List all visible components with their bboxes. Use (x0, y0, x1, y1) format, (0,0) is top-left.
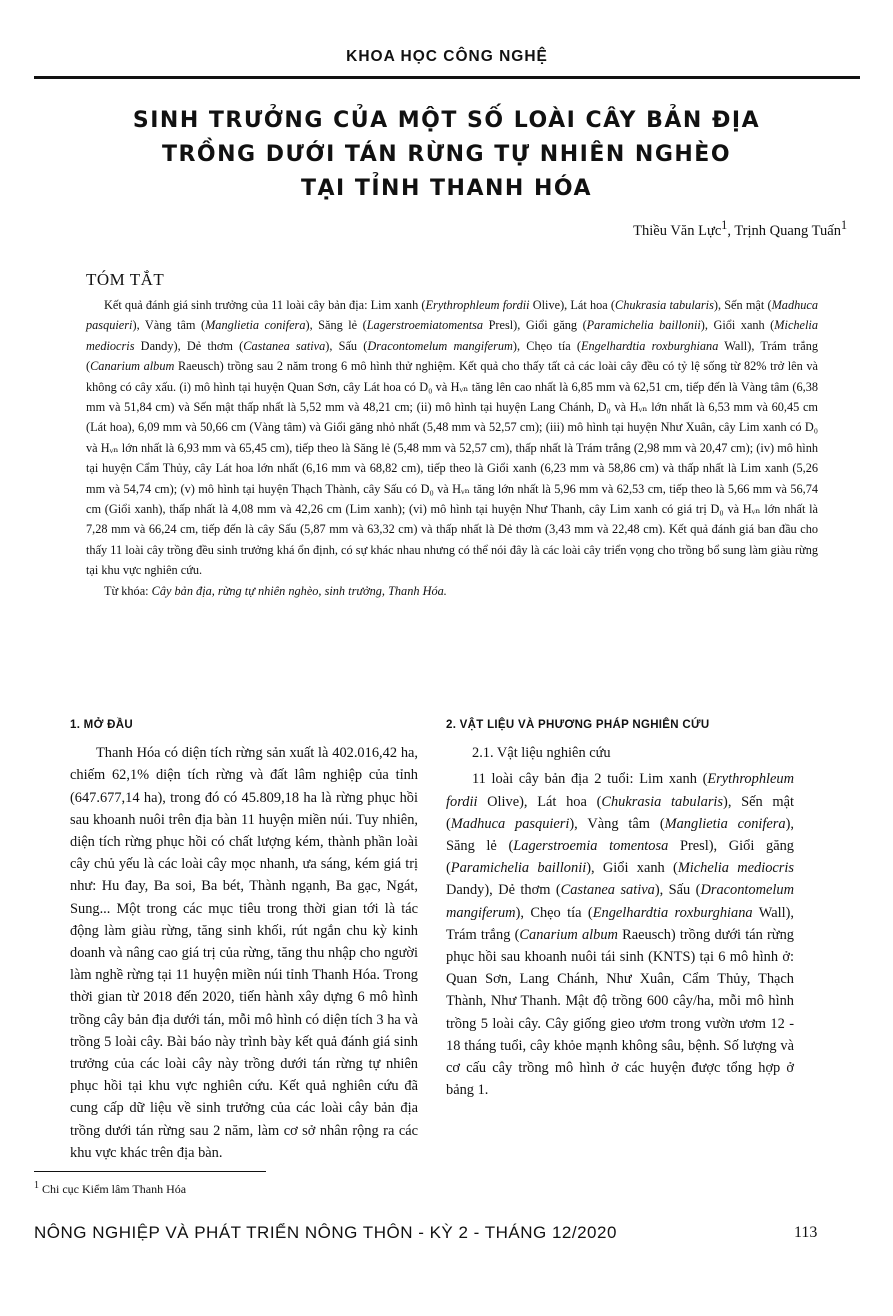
methods-text: Olive), Lát hoa ( (477, 793, 602, 810)
abstract-text: ), Vàng tâm ( (132, 318, 206, 333)
methods-paragraph (446, 768, 794, 1101)
methods-text: ), Săng lẻ ( (446, 815, 794, 855)
title-line-3: TẠI TỈNH THANH HÓA (300, 176, 593, 201)
abstract-text: Kết quả đánh giá sinh trưởng của 11 loài cây bản địa: Lim xanh ( (104, 298, 426, 312)
intro-paragraph: Thanh Hóa có diện tích rừng sản xuất là 402.016,42 ha, chiếm 62,1% diện tích rừng và đất lâm nghiệp của tỉnh (647.677,14 ha), trong đó có 45.809,18 ha là rừng phục hồi sau khoanh nuôi trên địa bàn 11 huyện miền núi. Tuy nhiên, diện tích rừng phục hồi có chất lượng kém, thành phần loài cây chủ yếu là các loài cây mọc nhanh, ưa sáng, kém giá trị như: Hu đay, Ba soi, Ba bét, Thành ngạnh, Ba gạc, Ngát, Sung... Một trong các mục tiêu trong thời gian tới là tác động làm giàu rừng, tăng sinh khối, rút ngắn chu kỳ kinh doanh và nâng cao giá trị của rừng, tăng thu nhập cho người làm nghề rừng tại 11 huyện miền núi tỉnh Thanh Hóa. Trong thời gian từ 2018 đến 2020, tiến hành xây dựng 6 mô hình trồng cây bản địa dưới tán, mỗi mô hình có diện tích 3 ha và trồng 5 loài cây. Bài báo này trình bày kết quả đánh giá sinh trưởng của các loài cây này trồng dưới tán rừng tự nhiên phục hồi tại khu vực nghiên cứu. Kết quả nghiên cứu đã cung cấp dữ liệu về sinh trưởng của các loài cây bản địa trồng dưới tán rừng sau 2 năm, làm cơ sở nhân rộng ra các khu vực khác trên địa bàn. (70, 745, 418, 1161)
methods-text: 11 loài cây bản địa 2 tuổi: Lim xanh ( (472, 771, 708, 788)
methods-text: Wall), Trám trắng ( (446, 904, 794, 943)
footnote-text: Chi cục Kiểm lâm Thanh Hóa (39, 1182, 187, 1196)
author-1: Thiều Văn Lực (633, 222, 722, 239)
methods-heading: 2. VẬT LIỆU VÀ PHƯƠNG PHÁP NGHIÊN CỨU (446, 719, 710, 731)
species-name: Madhuca pasquieri (86, 298, 819, 333)
section-label: KHOA HỌC CÔNG NGHỆ (346, 48, 548, 65)
species-name: Manglietia conifera (205, 318, 306, 333)
article-title (40, 104, 853, 206)
author-2: Trịnh Quang Tuấn (734, 222, 841, 239)
species-name: Manglietia conifera (664, 815, 786, 832)
methods-text: Dandy), Dẻ thơm ( (446, 882, 561, 899)
abstract-text: Presl), Giổi găng ( (483, 318, 587, 333)
abstract-body (86, 295, 818, 581)
keywords-text: Cây bản địa, rừng tự nhiên nghèo, sinh trưởng, Thanh Hóa. (151, 583, 447, 598)
left-column (70, 712, 418, 1164)
species-name: Engelhardtia roxburghiana (592, 904, 753, 921)
species-name: Paramichelia baillonii (450, 860, 587, 877)
species-name: Canarium album (90, 359, 175, 374)
abstract-text: ), Sấu ( (325, 338, 368, 353)
author-1-affiliation: 1 (721, 218, 728, 232)
keywords (86, 581, 818, 601)
title-line-1: SINH TRƯỞNG CỦA MỘT SỐ LOÀI CÂY BẢN ĐỊA (132, 108, 761, 133)
species-name: Canarium album (519, 926, 618, 943)
species-name: Castanea sativa (560, 882, 655, 899)
abstract (86, 295, 818, 601)
species-name: Paramichelia baillonii (586, 318, 701, 333)
abstract-text: ), Giổi xanh ( (700, 318, 775, 333)
footnote-divider (34, 1171, 266, 1172)
abstract-text: Dandy), Dẻ thơm ( (134, 338, 244, 353)
page-number: 113 (794, 1224, 818, 1241)
methods-text: ), Sấu ( (654, 882, 701, 899)
journal-footer: NÔNG NGHIỆP VÀ PHÁT TRIỂN NÔNG THÔN - KỲ 2 - THÁNG 12/2020 (34, 1223, 617, 1242)
methods-text: ), Chẹo tía ( (515, 904, 593, 921)
species-name: Michelia mediocris (677, 860, 794, 877)
methods-text: ), Vàng tâm ( (569, 815, 665, 832)
methods-text: ), Sến mật ( (446, 793, 794, 832)
abstract-text: Wall), Trám trắng ( (86, 338, 818, 374)
footnote (34, 1180, 186, 1197)
title-line-2: TRỒNG DƯỚI TÁN RỪNG TỰ NHIÊN NGHÈO (161, 142, 732, 167)
footnote-mark: 1 (34, 1180, 39, 1191)
abstract-text: Raeusch) trồng sau 2 năm trong 6 mô hình thử nghiệm. Kết quả cho thấy tất cả các loài cây đều có tỷ lệ sống từ 82% trở lên và không có cây xấu. (i) mô hình tại huyện Quan Sơn, cây Lát hoa có D₀ và Hᵥₙ tăng lên cao nhất là 6,85 mm và 62,51 cm, tiếp đến là Vàng tâm (6,38 mm và 51,84 cm) và Sến mật thấp nhất là 5,52 mm và 48,21 cm; (ii) mô hình tại huyện Lang Chánh, D₀ và Hᵥₙ lớn nhất là 6,53 mm và 60,45 cm (Lát hoa), 6,09 mm và 50,66 cm (Vàng tâm) và Giổi găng nhỏ nhất (5,48 mm và 52,57 cm); (iii) mô hình tại huyện Như Xuân, cây Lim xanh có D₀ và Hᵥₙ lớn nhất là 6,93 mm và 65,45 cm), tiếp theo là Săng lẻ (5,48 mm và 52,57 cm), thấp nhất là Trám trắng (2,98 mm và 20,47 cm); (iv) mô hình tại huyện Cẩm Thủy, cây Lát hoa lớn nhất (6,16 mm và 68,82 cm), tiếp theo là Giổi xanh (6,23 mm và 58,86 cm) và thấp nhất là Lim xanh (5,26 mm và 54,74 cm); (v) mô hình tại huyện Thạch Thành, cây Sấu có D₀ và Hᵥₙ tăng lớn nhất là 5,96 mm và 62,53 cm, tiếp theo là 5,66 mm và 56,74 cm (Giổi xanh), thấp nhất là 4,08 mm và 42,26 cm (Lim xanh); (vi) mô hình tại huyện Như Thanh, cây Lim xanh có giá trị D₀ và Hᵥₙ lớn nhất là 7,28 mm và 66,24 cm, tiếp đến là cây Sấu (5,87 mm và 63,32 cm) và thấp nhất là Dẻ thơm (3,43 mm và 22,48 cm). Kết quả đánh giá ban đầu cho thấy 11 loài cây trồng đều sinh trưởng khá ổn định, có sự khác nhau nhưng có thể nói đây là các loài cây triển vọng cho trồng bổ sung làm giàu rừng tại khu vực nghiên cứu. (86, 359, 818, 578)
species-name: Castanea sativa (243, 338, 326, 353)
species-name: Michelia mediocris (86, 318, 818, 353)
methods-text: ), Giổi xanh ( (586, 860, 678, 877)
author-2-affiliation: 1 (840, 218, 847, 232)
species-name: Lagerstroemia tomentosa (513, 838, 669, 855)
abstract-text: ), Săng lẻ ( (305, 318, 367, 333)
abstract-text: ), Chẹo tía ( (512, 338, 581, 353)
abstract-text: ), Sến mật ( (713, 298, 772, 312)
methods-subheading: 2.1. Vật liệu nghiên cứu (472, 745, 611, 762)
author-separator: , (727, 222, 735, 239)
species-name: Lagerstroemiatomentsa (366, 318, 484, 333)
methods-text: Presl), Giổi găng ( (446, 838, 794, 877)
species-name: Engelhardtia roxburghiana (581, 338, 719, 353)
methods-text: Raeusch) trồng dưới tán rừng phục hồi sau khoanh nuôi tái sinh (KNTS) tại 6 mô hình ở: Quan Sơn, Lang Chánh, Như Xuân, Cẩm Thủy, Thạch Thành, Như Thanh. Mật độ trồng 600 cây/ha, mỗi mô hình trồng 5 loài cây. Cây giống gieo ươm trong vườn ươm 12 - 18 tháng tuổi, cây khỏe mạnh không sâu, bệnh. Số lượng và cơ cấu cây trồng mô hình ở các huyện được tổng hợp ở bảng 1. (446, 926, 794, 1099)
species-name: Dracontomelum mangiferum (367, 338, 513, 353)
intro-heading: 1. MỞ ĐẦU (70, 719, 133, 731)
species-name: Erythrophleum fordii (425, 298, 530, 312)
species-name: Chukrasia tabularis (601, 793, 724, 810)
species-name: Erythrophleum fordii (446, 771, 794, 810)
abstract-heading: TÓM TẮT (86, 270, 165, 289)
author-list (633, 218, 847, 240)
species-name: Dracontomelum mangiferum (446, 882, 794, 921)
abstract-text: Olive), Lát hoa ( (529, 298, 616, 312)
species-name: Chukrasia tabularis (615, 298, 714, 312)
species-name: Madhuca pasquieri (450, 815, 570, 832)
keywords-label: Từ khóa: (104, 583, 152, 598)
right-column (446, 712, 794, 1101)
section-header (34, 48, 860, 79)
